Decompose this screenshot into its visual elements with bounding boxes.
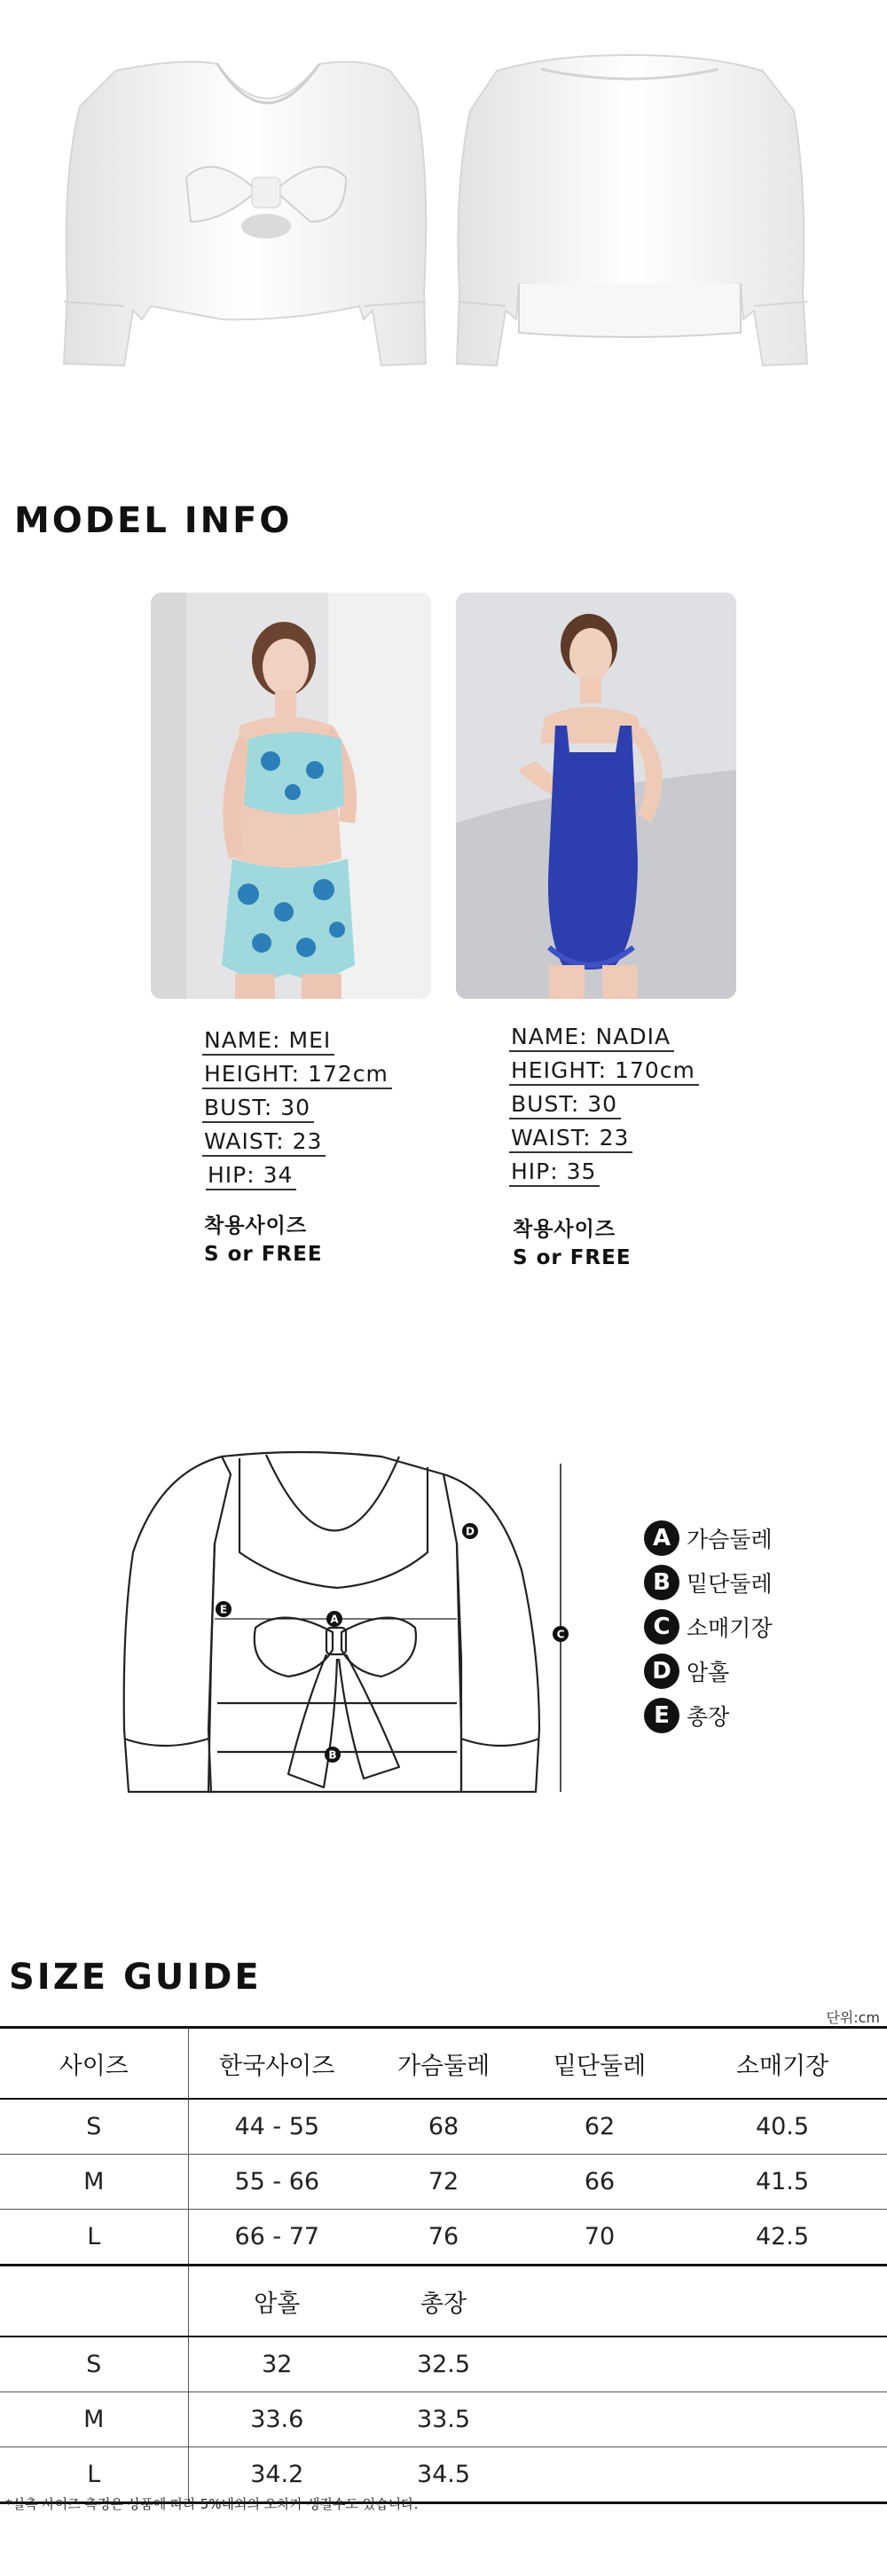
marker-c-label: C — [556, 1628, 565, 1641]
fit-size-label: 착용사이즈 — [513, 1218, 616, 1241]
table-header: 총장 — [365, 2266, 522, 2337]
table-header: 소매기장 — [678, 2028, 887, 2100]
legend-item-a — [644, 1519, 773, 1558]
table-row — [0, 2099, 887, 2155]
table-row — [0, 2210, 887, 2266]
stat-height: HEIGHT: 172cm — [202, 1061, 392, 1089]
table-header: 한국사이즈 — [188, 2028, 365, 2100]
table-header: 가슴둘레 — [365, 2028, 522, 2100]
stat-bust: BUST: 30 — [509, 1091, 621, 1119]
stat-bust: BUST: 30 — [202, 1095, 314, 1123]
fit-size-value: S or FREE — [204, 1243, 323, 1266]
legend-item-b — [644, 1563, 773, 1602]
legend-label: 가슴둘레 — [687, 1527, 773, 1552]
marker-a-label: A — [330, 1613, 339, 1626]
stat-waist: WAIST: 23 — [202, 1128, 326, 1157]
model-stats-nadia — [509, 1024, 699, 1192]
size-guide-title: SIZE GUIDE — [9, 1957, 262, 1998]
table-cell — [522, 2336, 678, 2392]
table-cell — [678, 2392, 887, 2447]
table-header: 사이즈 — [0, 2028, 188, 2100]
table-cell: M — [0, 2155, 188, 2210]
table-cell: 72 — [365, 2155, 522, 2210]
table-cell: L — [0, 2210, 188, 2266]
legend-badge: A — [644, 1520, 679, 1556]
stat-hip: HIP: 35 — [509, 1158, 600, 1187]
table-header — [0, 2266, 188, 2337]
legend-badge: B — [644, 1565, 679, 1600]
legend-label: 총장 — [687, 1704, 730, 1730]
table1-header-row — [0, 2028, 887, 2100]
table-cell: 62 — [522, 2099, 678, 2155]
table2-header-row — [0, 2266, 887, 2337]
table-cell — [678, 2447, 887, 2503]
table-cell: 33.5 — [365, 2392, 522, 2447]
legend-label: 소매기장 — [687, 1615, 773, 1641]
stat-waist: WAIST: 23 — [509, 1125, 632, 1153]
table-cell — [678, 2336, 887, 2392]
stat-name: NAME: MEI — [202, 1027, 334, 1056]
size-table-wrapper — [0, 2026, 887, 2504]
measurement-footnote: *실측 사이즈 측정은 상품에 따라 5%내외의 오차가 생길수도 있습니다. — [5, 2496, 419, 2512]
legend-badge: C — [644, 1609, 679, 1645]
table-row — [0, 2336, 887, 2392]
stat-height: HEIGHT: 170cm — [509, 1057, 699, 1086]
table-cell: L — [0, 2447, 188, 2503]
stat-hip: HIP: 34 — [206, 1162, 296, 1190]
table-cell: 40.5 — [678, 2099, 887, 2155]
product-front-image — [64, 62, 426, 365]
legend-label: 밑단둘레 — [687, 1571, 773, 1597]
measurement-legend — [644, 1519, 773, 1735]
table-cell: 66 - 77 — [188, 2210, 365, 2266]
table-row — [0, 2155, 887, 2210]
unit-note: 단위:cm — [826, 2009, 880, 2026]
legend-badge: D — [644, 1653, 679, 1689]
table-cell — [522, 2447, 678, 2503]
table-header: 밑단둘레 — [522, 2028, 678, 2100]
model-photo-mei — [151, 593, 431, 999]
marker-e-label: E — [219, 1603, 228, 1616]
table-cell: S — [0, 2336, 188, 2392]
legend-label: 암홀 — [687, 1660, 730, 1685]
model-stats-mei — [202, 1027, 392, 1196]
table-cell: 32 — [188, 2336, 365, 2392]
table-row — [0, 2392, 887, 2447]
table-header — [678, 2266, 887, 2337]
table-header: 암홀 — [188, 2266, 365, 2337]
fit-size-value: S or FREE — [513, 1246, 632, 1269]
table-cell: S — [0, 2099, 188, 2155]
marker-b-label: B — [328, 1748, 337, 1762]
marker-d-label: D — [466, 1525, 475, 1538]
table-cell: 42.5 — [678, 2210, 887, 2266]
product-back-image — [457, 55, 807, 365]
table-cell: 33.6 — [188, 2392, 365, 2447]
table-cell: 70 — [522, 2210, 678, 2266]
fit-size-nadia — [513, 1215, 632, 1272]
table-cell: 34.2 — [188, 2447, 365, 2503]
table-header — [522, 2266, 678, 2337]
model-photo-nadia — [456, 593, 736, 999]
size-table — [0, 2026, 887, 2504]
table-cell: 41.5 — [678, 2155, 887, 2210]
table-cell: 34.5 — [365, 2447, 522, 2503]
fit-size-mei — [204, 1212, 323, 1268]
stat-name: NAME: NADIA — [509, 1024, 674, 1052]
table-cell: 68 — [365, 2099, 522, 2155]
measurement-diagram — [106, 1437, 603, 1818]
table-cell: M — [0, 2392, 188, 2447]
table-cell: 76 — [365, 2210, 522, 2266]
table-cell: 32.5 — [365, 2336, 522, 2392]
table-cell — [522, 2392, 678, 2447]
legend-item-d — [644, 1652, 773, 1691]
table-cell: 66 — [522, 2155, 678, 2210]
legend-badge: E — [644, 1698, 679, 1733]
table-cell: 44 - 55 — [188, 2099, 365, 2155]
fit-size-label: 착용사이즈 — [204, 1214, 308, 1237]
legend-item-e — [644, 1696, 773, 1735]
table-cell: 55 - 66 — [188, 2155, 365, 2210]
legend-item-c — [644, 1607, 773, 1646]
product-photos — [0, 0, 887, 444]
model-info-title: MODEL INFO — [14, 500, 293, 541]
